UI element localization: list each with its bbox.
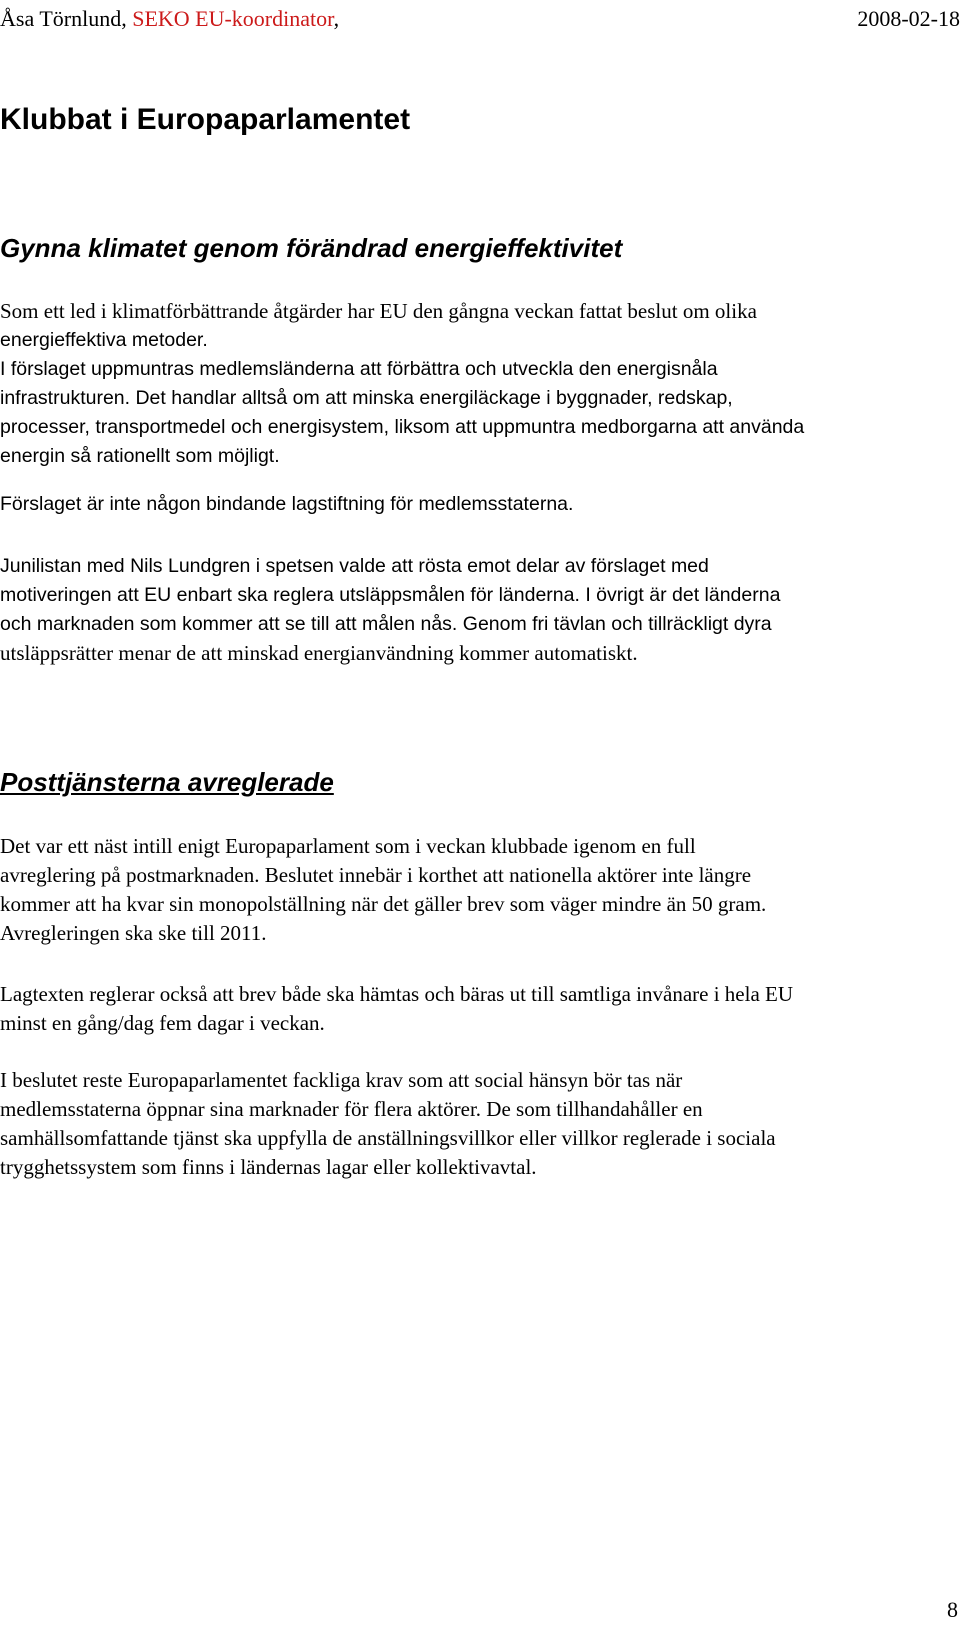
paragraph-line: Lagtexten reglerar också att brev både ska hämtas och bäras ut till samtliga invånare i hela EU (0, 982, 794, 1006)
paragraph-line: I beslutet reste Europaparlamentet fackliga krav som att social hänsyn bör tas när (0, 1068, 683, 1092)
paragraph-line: Som ett led i klimatförbättrande åtgärder har EU den gångna veckan fattat beslut om olika (0, 299, 757, 323)
paragraph (0, 297, 960, 355)
paragraph-line: kommer att ha kvar sin monopolställning när det gäller brev som väger mindre än 50 gram. (0, 892, 767, 916)
paragraph-line: Avregleringen ska ske till 2011. (0, 921, 267, 945)
author-role: SEKO EU-koordinator (132, 6, 334, 31)
paragraph-line: Det var ett näst intill enigt Europaparlament som i veckan klubbade igenom en full (0, 834, 696, 858)
page-number: 8 (947, 1597, 958, 1622)
header-separator: , (333, 6, 340, 31)
paragraph-line: Förslaget är inte någon bindande lagstiftning för medlemsstaterna. (0, 493, 574, 515)
paragraph-line: energin så rationellt som möjligt. (0, 445, 280, 467)
paragraph-line: trygghetssystem som finns i ländernas lagar eller kollektivavtal. (0, 1155, 537, 1179)
author-name: Åsa Törnlund, (0, 6, 133, 31)
section-heading-postal: Posttjänsterna avreglerade (0, 767, 334, 797)
paragraph-line: infrastrukturen. Det handlar alltså om att minska energiläckage i byggnader, redskap, (0, 387, 733, 409)
document-date: 2008-02-18 (857, 6, 960, 31)
paragraph-line: avreglering på postmarknaden. Beslutet innebär i korthet att nationella aktörer inte längre (0, 863, 752, 887)
paragraph-line: minst en gång/dag fem dagar i veckan. (0, 1011, 325, 1035)
section-heading-climate: Gynna klimatet genom förändrad energieffektivitet (0, 233, 623, 263)
paragraph-line: utsläppsrätter menar de att minskad energianvändning kommer automatiskt. (0, 641, 638, 665)
paragraph (0, 1066, 960, 1182)
page-title: Klubbat i Europaparlamentet (0, 103, 411, 136)
paragraph-line: medlemsstaterna öppnar sina marknader för flera aktörer. De som tillhandahåller en (0, 1097, 703, 1121)
paragraph (0, 552, 960, 668)
paragraph-line: I förslaget uppmuntras medlemsländerna att förbättra och utveckla den energisnåla (0, 358, 718, 380)
paragraph-line: energieffektiva metoder. (0, 329, 208, 351)
paragraph (0, 355, 960, 471)
paragraph (0, 980, 960, 1038)
paragraph-line: samhällsomfattande tjänst ska uppfylla de anställningsvillkor eller villkor reglerade i sociala (0, 1126, 776, 1150)
paragraph (0, 490, 960, 519)
paragraph-line: processer, transportmedel och energisystem, liksom att uppmuntra medborgarna att använda (0, 416, 805, 438)
page-header (0, 4, 960, 34)
paragraph (0, 832, 960, 948)
paragraph-line: Junilistan med Nils Lundgren i spetsen valde att rösta emot delar av förslaget med (0, 555, 709, 577)
paragraph-line: motiveringen att EU enbart ska reglera utsläppsmålen för länderna. I övrigt är det länderna (0, 584, 781, 606)
paragraph-line: och marknaden som kommer att se till att målen nås. Genom fri tävlan och tillräckligt dyra (0, 613, 772, 635)
